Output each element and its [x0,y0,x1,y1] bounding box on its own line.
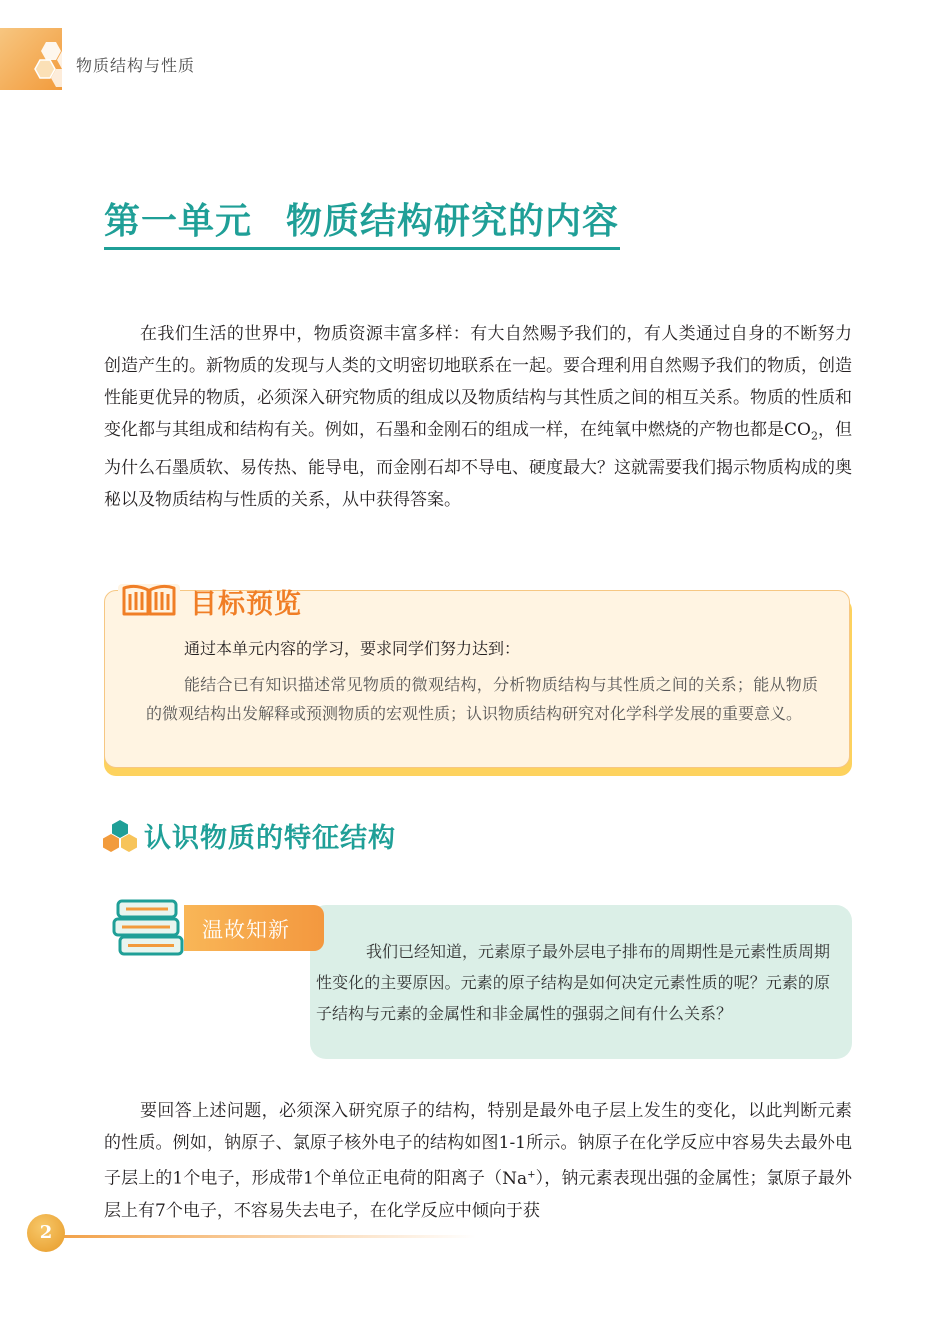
review-text: 我们已经知道，元素原子最外层电子排布的周期性是元素性质周期性变化的主要原因。元素的原子结构是如何决定元素性质的呢？元素的原子结构与元素的金属性和非金属性的强弱之间有什么关系？ [316,942,831,1023]
goals-intro: 通过本单元内容的学习，要求同学们努力达到： [184,639,521,658]
co2-formula: $CO_2$ [784,420,818,443]
intro-paragraph: 在我们生活的世界中，物质资源丰富多样：有大自然赐予我们的，有人类通过自身的不断努力创造产生的。新物质的发现与人类的文明密切地联系在一起。要合理利用自然赐予我们的物质，创造性能更优异的物质，必须深入研究物质的组成以及物质结构与其性质之间的相互关系。物质的性质和变化都与其组成和结构有关。例如，石墨和金刚石的组成一样，在纯氧中燃烧的产物也都是$CO_2$，但为什么石墨质软、易传热、能导电，而金刚石却不导电、硬度最大？这就需要我们揭示物质构成的奥秘以及物质结构与性质的关系，从中获得答案。 [104,324,853,511]
goals-text: 能结合已有知识描述常见物质的微观结构，分析物质结构与其性质之间的关系；能从物质的微观结构出发解释或预测物质的宏观性质；认识物质结构研究对化学科学发展的重要意义。 [146,675,818,723]
goals-title: 目标预览 [190,589,302,620]
footer-line [64,1235,476,1238]
review-label: 温故知新 [202,918,290,942]
hexagon-cubes-icon [102,819,138,853]
unit-name: 物质结构研究的内容 [286,201,620,242]
book-title: 物质结构与性质 [76,56,196,75]
unit-title [104,193,619,244]
page-number: 2 [39,1222,53,1243]
section-title: 认识物质的特征结构 [144,823,396,854]
books-stack-icon [112,897,188,959]
hexagon-cluster-icon [26,38,82,94]
open-book-icon [118,576,180,620]
body-paragraph: 要回答上述问题，必须深入研究原子的结构，特别是最外电子层上发生的变化，以此判断元素的性质。例如，钠原子、氯原子核外电子的结构如图1-1所示。钠原子在化学反应中容易失去最外电子层上的1个电子，形成带1个单位正电荷的阳离子（Na+），钠元素表现出强的金属性；氯原子最外层上有7个电子，不容易失去电子，在化学反应中倾向于获 [104,1101,852,1221]
title-underline [104,247,620,250]
unit-number: 第一单元 [104,201,253,242]
sodium-ion-formula: Na+ [502,1168,536,1189]
